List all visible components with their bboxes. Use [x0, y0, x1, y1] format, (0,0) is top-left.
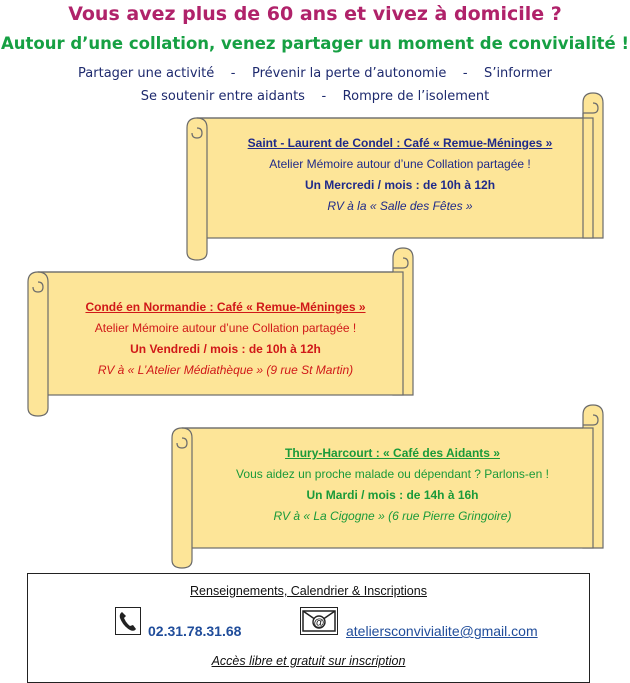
event-3-schedule: Un Mardi / mois : de 14h à 16h	[306, 488, 479, 502]
mail-icon	[300, 607, 338, 635]
contact-box	[27, 573, 590, 683]
themes-line-1: Partager une activité - Prévenir la perte d’autonomie - S’informer	[78, 66, 552, 81]
event-2-description: Atelier Mémoire autour d’une Collation partagée !	[94, 321, 357, 335]
event-3-title: Thury-Harcourt : « Café des Aidants »	[285, 446, 500, 460]
event-1-location: RV à la « Salle des Fêtes »	[327, 199, 473, 213]
themes-line-2: Se soutenir entre aidants - Rompre de l’isolement	[140, 89, 490, 104]
headline: Vous avez plus de 60 ans et vivez à domicile ?	[68, 3, 562, 25]
svg-text:@: @	[313, 617, 325, 629]
event-3-description: Vous aidez un proche malade ou dépendant ? Parlons-en !	[236, 467, 549, 481]
phone-icon	[115, 607, 141, 635]
event-1-description: Atelier Mémoire autour d’une Collation partagée !	[269, 157, 531, 171]
email-link[interactable]: ateliersconvivialite@gmail.com	[346, 623, 538, 639]
event-2-schedule: Un Vendredi / mois : de 10h à 12h	[130, 342, 321, 356]
subheadline: Autour d’une collation, venez partager un moment de convivialité !	[0, 34, 630, 53]
event-3-location: RV à « La Cigogne » (6 rue Pierre Gringoire)	[273, 509, 512, 523]
event-1-title: Saint - Laurent de Condel : Café « Remue-Méninges »	[247, 136, 553, 150]
event-1-schedule: Un Mercredi / mois : de 10h à 12h	[304, 178, 496, 192]
event-2-location: RV à « L’Atelier Médiathèque » (9 rue St Martin)	[97, 363, 354, 377]
access-note: Accès libre et gratuit sur inscription	[211, 654, 406, 668]
phone-number[interactable]: 02.31.78.31.68	[148, 623, 242, 639]
event-2-title: Condé en Normandie : Café « Remue-Méninges »	[85, 300, 366, 314]
contact-title: Renseignements, Calendrier & Inscriptions	[190, 584, 427, 598]
